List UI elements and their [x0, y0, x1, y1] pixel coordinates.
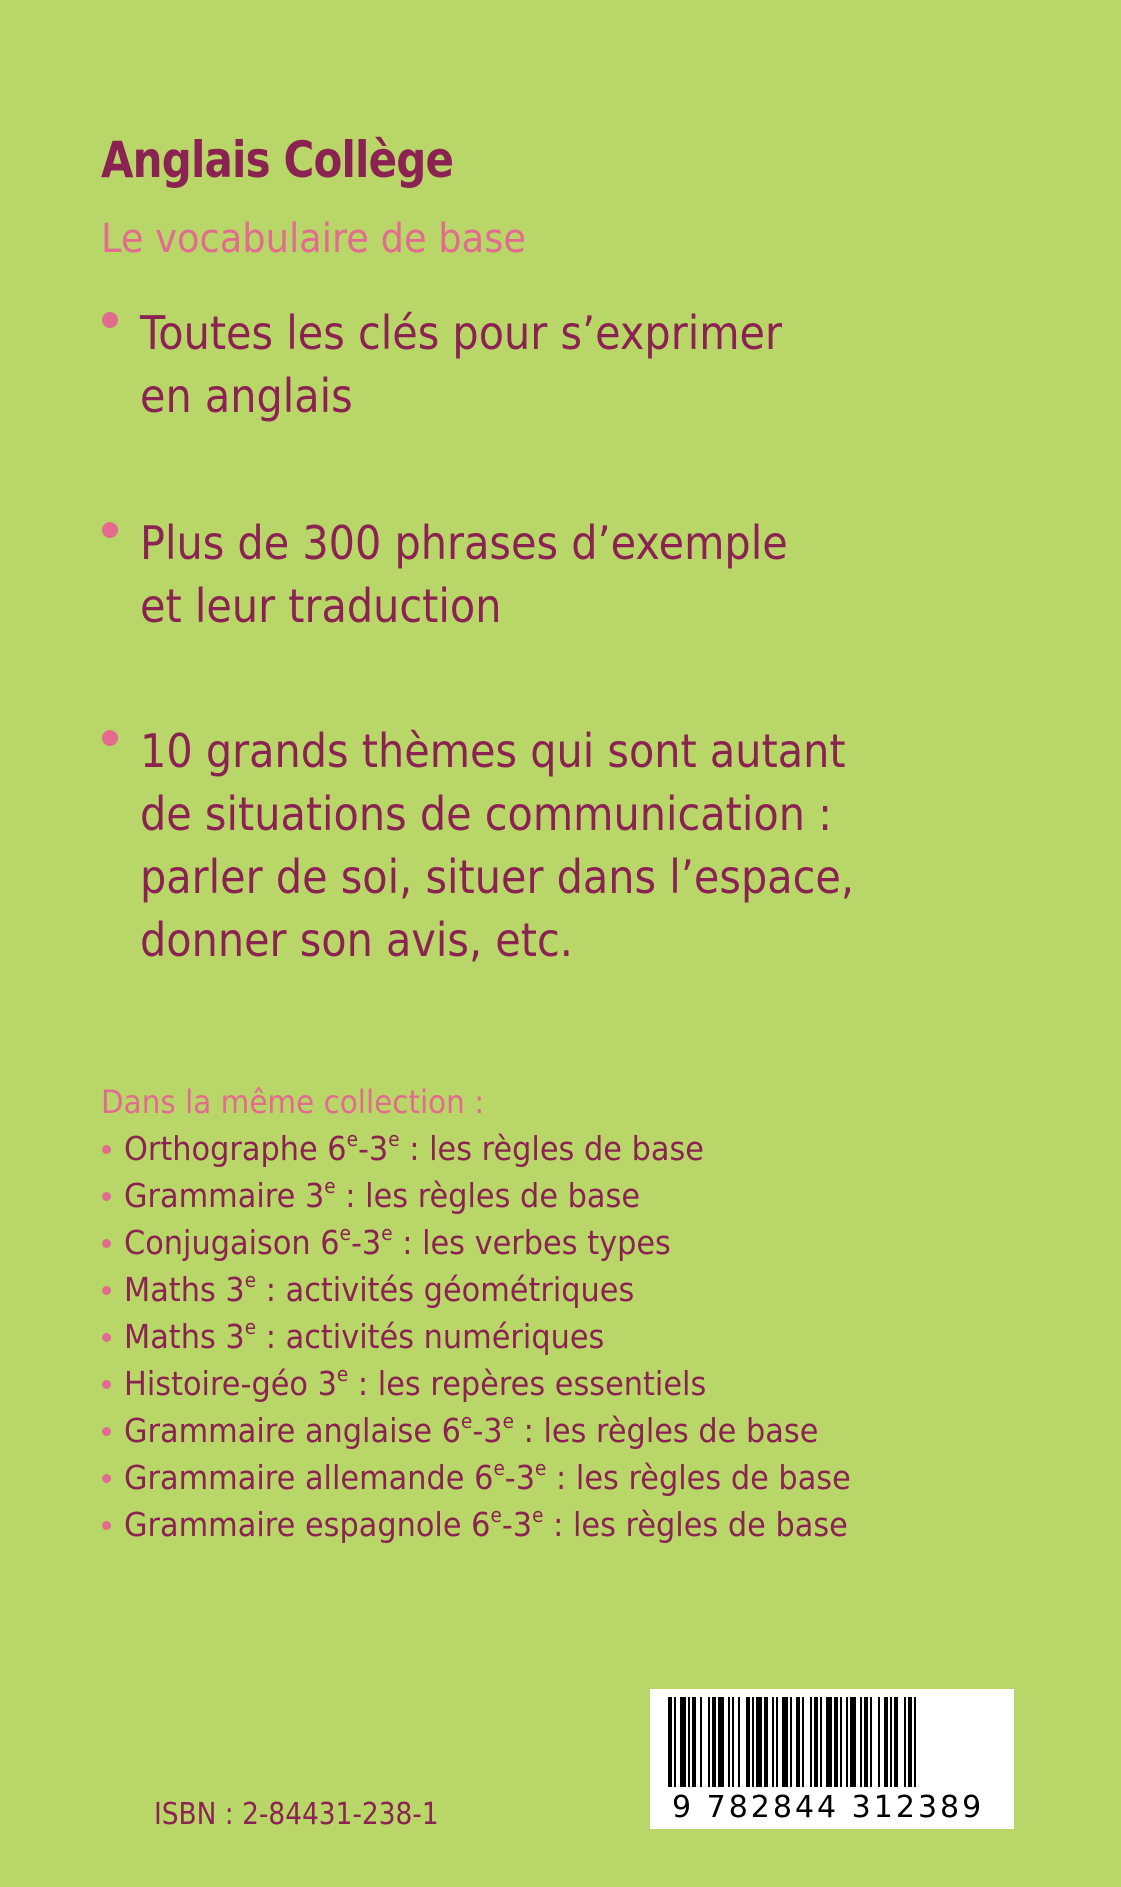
collection-heading: Dans la même collection : [101, 1083, 485, 1121]
barcode-bar [796, 1697, 800, 1787]
collection-item-text: Maths 3e : activités numériques [124, 1315, 605, 1356]
barcode-bar [688, 1697, 690, 1787]
barcode-bar [894, 1697, 898, 1787]
bullet-dot-icon [102, 730, 118, 746]
bullet-dot-icon [102, 1239, 111, 1248]
barcode-bar [834, 1697, 838, 1787]
bullet-dot-icon [102, 522, 118, 538]
barcode-bar [810, 1697, 812, 1787]
barcode-bar [732, 1697, 734, 1787]
barcode-bar [738, 1697, 740, 1787]
barcode-bar [884, 1697, 888, 1787]
barcode-bar [668, 1697, 672, 1787]
bullet-dot-icon [102, 312, 118, 328]
collection-item-text: Grammaire 3e : les règles de base [124, 1174, 641, 1215]
barcode-bar [692, 1697, 696, 1787]
barcode-bar [914, 1697, 916, 1787]
barcode-bar [764, 1697, 768, 1787]
barcode-bar [718, 1697, 724, 1787]
barcode-bar [820, 1697, 822, 1787]
barcode-bar [870, 1697, 872, 1787]
collection-item-text: Conjugaison 6e-3e : les verbes types [124, 1221, 671, 1262]
barcode-bar [776, 1697, 778, 1787]
barcode-bar [840, 1697, 842, 1787]
barcode-bar [864, 1697, 868, 1787]
barcode-bar [802, 1697, 804, 1787]
bullet-dot-icon [102, 1521, 111, 1530]
barcode-bar [878, 1697, 880, 1787]
barcode-bar [904, 1697, 906, 1787]
barcode-bar [860, 1697, 862, 1787]
barcode-bar [680, 1697, 686, 1787]
feature-text: Plus de 300 phrases d’exemple et leur traduction [140, 516, 788, 633]
barcode-bar [728, 1697, 730, 1787]
bullet-dot-icon [102, 1192, 111, 1201]
book-title: Anglais Collège [101, 131, 454, 189]
collection-item-text: Maths 3e : activités géométriques [124, 1268, 635, 1309]
barcode-number: 9 782844 312389 [672, 1790, 985, 1825]
barcode-bar [846, 1697, 848, 1787]
feature-text: 10 grands thèmes qui sont autant de situations de communication : parler de soi, situer dans l’espace, donner son avis, etc. [140, 724, 855, 967]
barcode-bar [712, 1697, 716, 1787]
barcode-bar [814, 1697, 818, 1787]
bullet-dot-icon [102, 1286, 111, 1295]
bullet-dot-icon [102, 1380, 111, 1389]
isbn-label: ISBN : 2-84431-238-1 [154, 1797, 439, 1832]
book-subtitle: Le vocabulaire de base [101, 216, 527, 262]
collection-item-text: Orthographe 6e-3e : les règles de base [124, 1127, 704, 1168]
bullet-dot-icon [102, 1427, 111, 1436]
barcode-bar [782, 1697, 788, 1787]
barcode-bar [890, 1697, 892, 1787]
barcode-bars [668, 1689, 998, 1789]
barcode [650, 1689, 1014, 1829]
barcode-bar [772, 1697, 774, 1787]
barcode-bar [700, 1697, 702, 1787]
barcode-bar [850, 1697, 856, 1787]
collection-item-text: Grammaire espagnole 6e-3e : les règles de base [124, 1503, 848, 1544]
feature-text: Toutes les clés pour s’exprimer en anglais [140, 306, 783, 423]
barcode-bar [826, 1697, 832, 1787]
bullet-dot-icon [102, 1474, 111, 1483]
barcode-bar [756, 1697, 762, 1787]
barcode-bar [752, 1697, 754, 1787]
barcode-bar [908, 1697, 912, 1787]
bullet-dot-icon [102, 1333, 111, 1342]
barcode-bar [790, 1697, 792, 1787]
collection-item-text: Grammaire anglaise 6e-3e : les règles de base [124, 1409, 819, 1450]
collection-item-text: Histoire-géo 3e : les repères essentiels [124, 1362, 707, 1403]
collection-item-text: Grammaire allemande 6e-3e : les règles de base [124, 1456, 851, 1497]
bullet-dot-icon [102, 1145, 111, 1154]
barcode-bar [708, 1697, 710, 1787]
barcode-bar [674, 1697, 676, 1787]
barcode-bar [746, 1697, 750, 1787]
